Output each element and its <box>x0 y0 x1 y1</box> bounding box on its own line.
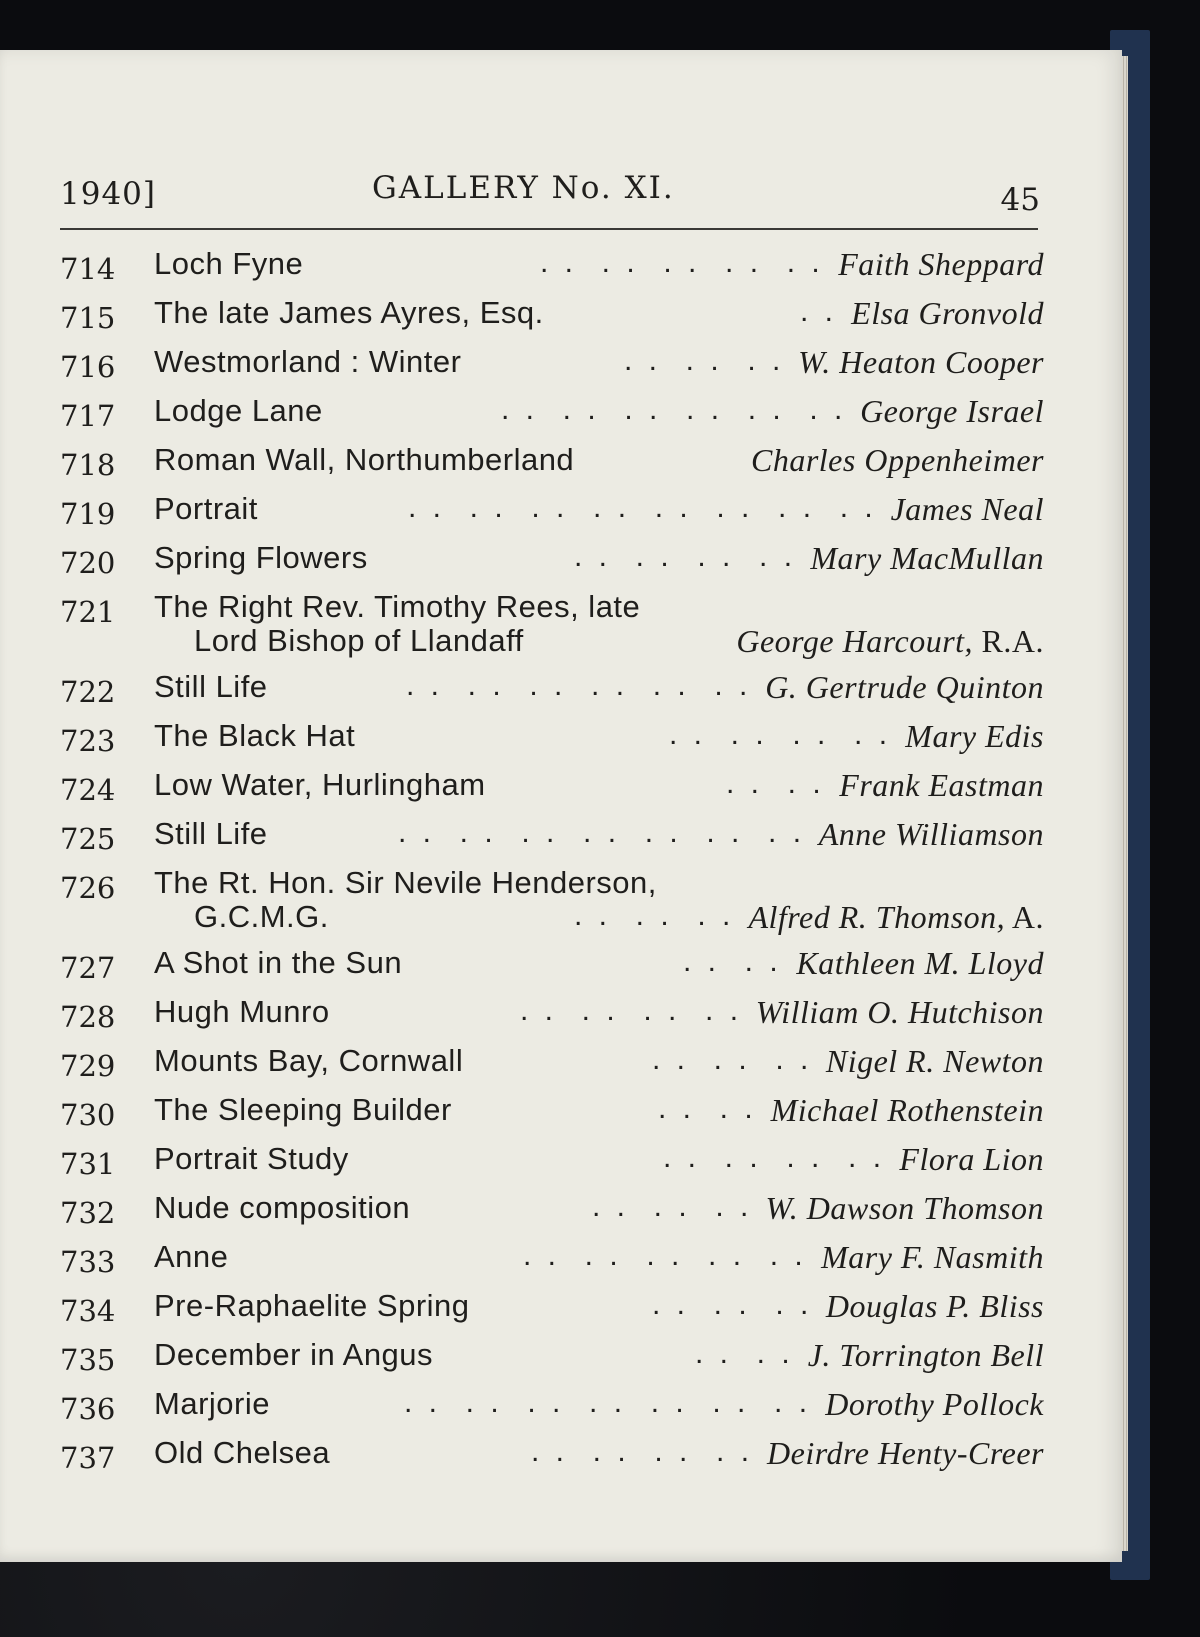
catalogue-entry <box>60 485 1044 534</box>
artist-name: Elsa Gronvold <box>851 295 1044 331</box>
entry-title: Roman Wall, Northumberland <box>154 442 575 477</box>
catalogue-entry <box>60 1184 1044 1233</box>
entry-number: 726 <box>60 871 116 905</box>
artist-name: Douglas P. Bliss <box>825 1288 1044 1324</box>
artist-name: Michael Rothenstein <box>770 1092 1044 1128</box>
entry-title-continued: G.C.M.G. <box>194 899 329 934</box>
artist-name: J. Torrington Bell <box>807 1337 1044 1373</box>
artist-name: Charles Oppenheimer <box>750 442 1044 478</box>
entry-artist <box>808 1337 1044 1374</box>
dot-leader: . . . . . . <box>652 1043 813 1076</box>
catalogue-entry <box>60 1135 1044 1184</box>
entry-title: The Sleeping Builder <box>154 1092 452 1127</box>
entry-title: Still Life <box>154 816 268 851</box>
entry-artist <box>765 669 1044 706</box>
artist-name: George Harcourt, <box>736 623 974 659</box>
artist-name: Mary Edis <box>905 718 1044 754</box>
artist-name: James Neal <box>890 491 1044 527</box>
page-number: 45 <box>1000 182 1040 218</box>
entry-artist <box>826 1043 1044 1080</box>
entry-title: Portrait <box>154 491 258 526</box>
entry-title: Low Water, Hurlingham <box>154 767 486 802</box>
artist-name: G. Gertrude Quinton <box>765 669 1044 705</box>
entry-title: The late James Ayres, Esq. <box>154 295 544 330</box>
entry-number: 730 <box>60 1098 116 1132</box>
entry-title: Marjorie <box>154 1386 270 1421</box>
entry-number: 723 <box>60 724 116 758</box>
catalogue-entry <box>60 1037 1044 1086</box>
catalogue-entry <box>60 939 1044 988</box>
entry-artist <box>767 1435 1044 1472</box>
catalogue-entry <box>60 436 1044 485</box>
dot-leader: . . <box>800 295 838 328</box>
page-header <box>60 170 1040 220</box>
dot-leader: . . . . . . . . . . . . . . <box>398 816 806 849</box>
entry-number: 722 <box>60 675 116 709</box>
entry-number: 718 <box>60 448 116 482</box>
entry-number: 733 <box>60 1245 116 1279</box>
entry-number: 732 <box>60 1196 116 1230</box>
entry-title: Westmorland : Winter <box>154 344 462 379</box>
entry-number: 731 <box>60 1147 116 1181</box>
catalogue-list <box>60 240 1044 1478</box>
artist-name: Mary F. Nasmith <box>821 1239 1044 1275</box>
catalogue-entry <box>60 761 1044 810</box>
entry-artist <box>826 1288 1044 1325</box>
catalogue-entry <box>60 859 1044 939</box>
dot-leader: . . . . . . . . <box>663 1141 886 1174</box>
artist-name: Alfred R. Thomson, <box>748 899 1006 935</box>
entry-number: 720 <box>60 546 116 580</box>
entry-title: Hugh Munro <box>154 994 330 1029</box>
artist-honours: A. <box>1005 899 1044 935</box>
entry-title: The Right Rev. Timothy Rees, late <box>154 589 641 624</box>
entry-artist <box>891 491 1044 528</box>
entry-title: Loch Fyne <box>154 246 304 281</box>
dot-leader: . . . . . . . . . . . . <box>406 669 752 702</box>
catalogue-entry <box>60 1282 1044 1331</box>
entry-artist <box>821 1239 1044 1276</box>
header-year: 1940] <box>60 176 156 212</box>
catalogue-entry <box>60 338 1044 387</box>
dot-leader: . . . . . . <box>574 899 735 932</box>
artist-name: Kathleen M. Lloyd <box>796 945 1044 981</box>
entry-artist <box>756 994 1044 1031</box>
entry-number: 737 <box>60 1441 116 1475</box>
artist-name: Deirdre Henty-Creer <box>767 1435 1044 1471</box>
header-title: GALLERY No. XI. <box>372 170 675 206</box>
dot-leader: . . . . . . <box>652 1288 813 1321</box>
dot-leader: . . . . . . . . <box>531 1435 754 1468</box>
dot-leader: . . . . . . . . . . <box>540 246 824 279</box>
entry-title: Portrait Study <box>154 1141 349 1176</box>
entry-title: The Black Hat <box>154 718 356 753</box>
dot-leader: . . . . . . . . . . . . . . . . <box>408 491 877 524</box>
catalogue-page <box>0 50 1122 1562</box>
dot-leader: . . . . . . . . . . <box>523 1239 807 1272</box>
catalogue-entry <box>60 289 1044 338</box>
entry-number: 727 <box>60 951 116 985</box>
entry-title: A Shot in the Sun <box>154 945 403 980</box>
header-rule <box>60 228 1038 230</box>
entry-artist <box>839 767 1044 804</box>
entry-number: 716 <box>60 350 116 384</box>
entry-artist <box>751 442 1044 479</box>
entry-artist <box>860 393 1044 430</box>
entry-number: 725 <box>60 822 116 856</box>
artist-honours: R.A. <box>973 623 1044 659</box>
dot-leader: . . . . . . . . . . . . <box>501 393 847 426</box>
entry-artist <box>810 540 1044 577</box>
entry-number: 736 <box>60 1392 116 1426</box>
entry-title: December in Angus <box>154 1337 434 1372</box>
artist-name: W. Dawson Thomson <box>765 1190 1044 1226</box>
entry-number: 724 <box>60 773 116 807</box>
entry-title: Pre-Raphaelite Spring <box>154 1288 470 1323</box>
entry-artist <box>736 623 1044 660</box>
catalogue-entry <box>60 1380 1044 1429</box>
artist-name: Frank Eastman <box>839 767 1044 803</box>
entry-number: 729 <box>60 1049 116 1083</box>
entry-artist <box>851 295 1044 332</box>
artist-name: Faith Sheppard <box>838 246 1044 282</box>
entry-title: Anne <box>154 1239 229 1274</box>
dot-leader: . . . . <box>658 1092 757 1125</box>
entry-title: Mounts Bay, Cornwall <box>154 1043 464 1078</box>
catalogue-entry <box>60 810 1044 859</box>
artist-name: William O. Hutchison <box>755 994 1044 1030</box>
entry-number: 728 <box>60 1000 116 1034</box>
artist-name: Anne Williamson <box>818 816 1044 852</box>
dot-leader: . . . . . . . . <box>669 718 892 751</box>
catalogue-entry <box>60 534 1044 583</box>
entry-artist <box>796 945 1044 982</box>
catalogue-entry <box>60 1331 1044 1380</box>
entry-artist <box>819 816 1044 853</box>
entry-title: Lodge Lane <box>154 393 323 428</box>
catalogue-entry <box>60 988 1044 1037</box>
entry-artist <box>825 1386 1044 1423</box>
dot-leader: . . . . <box>726 767 825 800</box>
artist-name: Nigel R. Newton <box>825 1043 1044 1079</box>
catalogue-entry <box>60 387 1044 436</box>
dot-leader: . . . . . . . . . . . . . . <box>404 1386 812 1419</box>
catalogue-entry <box>60 583 1044 663</box>
catalogue-entry <box>60 663 1044 712</box>
entry-artist <box>771 1092 1044 1129</box>
entry-artist <box>838 246 1044 283</box>
entry-title: Spring Flowers <box>154 540 368 575</box>
entry-number: 714 <box>60 252 116 286</box>
catalogue-entry <box>60 1086 1044 1135</box>
artist-name: Flora Lion <box>899 1141 1044 1177</box>
artist-name: W. Heaton Cooper <box>798 344 1044 380</box>
catalogue-entry <box>60 240 1044 289</box>
entry-number: 719 <box>60 497 116 531</box>
entry-title: Old Chelsea <box>154 1435 331 1470</box>
artist-name: George Israel <box>860 393 1044 429</box>
entry-artist <box>798 344 1044 381</box>
dot-leader: . . . . . . <box>624 344 785 377</box>
entry-artist <box>905 718 1044 755</box>
artist-name: Mary MacMullan <box>810 540 1044 576</box>
entry-number: 715 <box>60 301 116 335</box>
entry-title: Still Life <box>154 669 268 704</box>
entry-title: The Rt. Hon. Sir Nevile Henderson, <box>154 865 657 900</box>
entry-artist <box>766 1190 1044 1227</box>
catalogue-entry <box>60 1233 1044 1282</box>
dot-leader: . . . . <box>695 1337 794 1370</box>
entry-number: 734 <box>60 1294 116 1328</box>
dot-leader: . . . . . . . . <box>574 540 797 573</box>
dot-leader: . . . . <box>683 945 782 978</box>
catalogue-entry <box>60 1429 1044 1478</box>
catalogue-entry <box>60 712 1044 761</box>
entry-number: 735 <box>60 1343 116 1377</box>
entry-title-continued: Lord Bishop of Llandaff <box>194 623 524 658</box>
entry-number: 721 <box>60 595 116 629</box>
entry-number: 717 <box>60 399 116 433</box>
dot-leader: . . . . . . <box>592 1190 753 1223</box>
entry-artist <box>899 1141 1044 1178</box>
artist-name: Dorothy Pollock <box>825 1386 1044 1422</box>
dot-leader: . . . . . . . . <box>520 994 743 1027</box>
entry-title: Nude composition <box>154 1190 411 1225</box>
entry-artist <box>748 899 1044 936</box>
